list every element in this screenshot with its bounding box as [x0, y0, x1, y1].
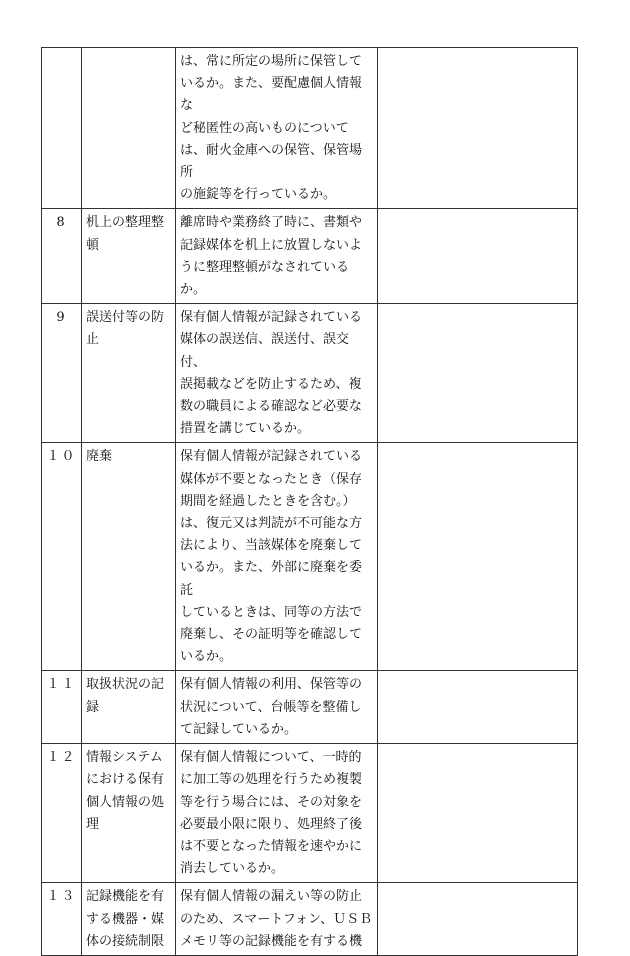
- row-number: １２: [42, 744, 82, 883]
- item-description: 保有個人情報が記録されている 媒体の誤送信、誤送付、誤交付、 誤掲載などを防止するため、複 数の職員による確認など必要な 措置を講じているか。: [176, 304, 378, 443]
- check-cell: [378, 443, 578, 671]
- item-description: 保有個人情報について、一時的 に加工等の処理を行うため複製 等を行う場合には、その対象を 必要最小限に限り、処理終了後 は不要となった情報を速やかに 消去しているか。: [176, 744, 378, 883]
- checklist-table: [41, 47, 578, 956]
- table-row: [42, 883, 578, 956]
- table-row: [42, 209, 578, 304]
- row-number: [42, 48, 82, 209]
- item-description: 離席時や業務終了時に、書類や 記録媒体を机上に放置しないよ うに整理整頓がなされている か。: [176, 209, 378, 304]
- table-row: [42, 671, 578, 744]
- item-name: 廃棄: [82, 443, 176, 671]
- table-row: [42, 443, 578, 671]
- item-description: 保有個人情報の漏えい等の防止 のため、スマートフォン、ＵＳＢ メモリ等の記録機能を有する機: [176, 883, 378, 956]
- check-cell: [378, 209, 578, 304]
- item-name: 取扱状況の記 録: [82, 671, 176, 744]
- check-cell: [378, 48, 578, 209]
- check-cell: [378, 304, 578, 443]
- item-description: 保有個人情報が記録されている 媒体が不要となったとき（保存 期間を経過したときを含む。） は、復元又は判読が不可能な方 法により、当該媒体を廃棄して いるか。また、外部に廃棄を委託 しているときは、同等の方法で 廃棄し、その証明等を確認して いるか。: [176, 443, 378, 671]
- check-cell: [378, 671, 578, 744]
- row-number: 9: [42, 304, 82, 443]
- row-number: １０: [42, 443, 82, 671]
- table-row: [42, 48, 578, 209]
- item-description: 保有個人情報の利用、保管等の 状況について、台帳等を整備し て記録しているか。: [176, 671, 378, 744]
- item-name: [82, 48, 176, 209]
- row-number: １３: [42, 883, 82, 956]
- item-description: は、常に所定の場所に保管して いるか。また、要配慮個人情報な ど秘匿性の高いものについて は、耐火金庫への保管、保管場所 の施錠等を行っているか。: [176, 48, 378, 209]
- check-cell: [378, 744, 578, 883]
- table-row: [42, 744, 578, 883]
- item-name: 誤送付等の防 止: [82, 304, 176, 443]
- item-name: 情報システム における保有 個人情報の処 理: [82, 744, 176, 883]
- row-number: 8: [42, 209, 82, 304]
- row-number: １１: [42, 671, 82, 744]
- check-cell: [378, 883, 578, 956]
- table-row: [42, 304, 578, 443]
- item-name: 記録機能を有 する機器・媒 体の接続制限: [82, 883, 176, 956]
- item-name: 机上の整理整 頓: [82, 209, 176, 304]
